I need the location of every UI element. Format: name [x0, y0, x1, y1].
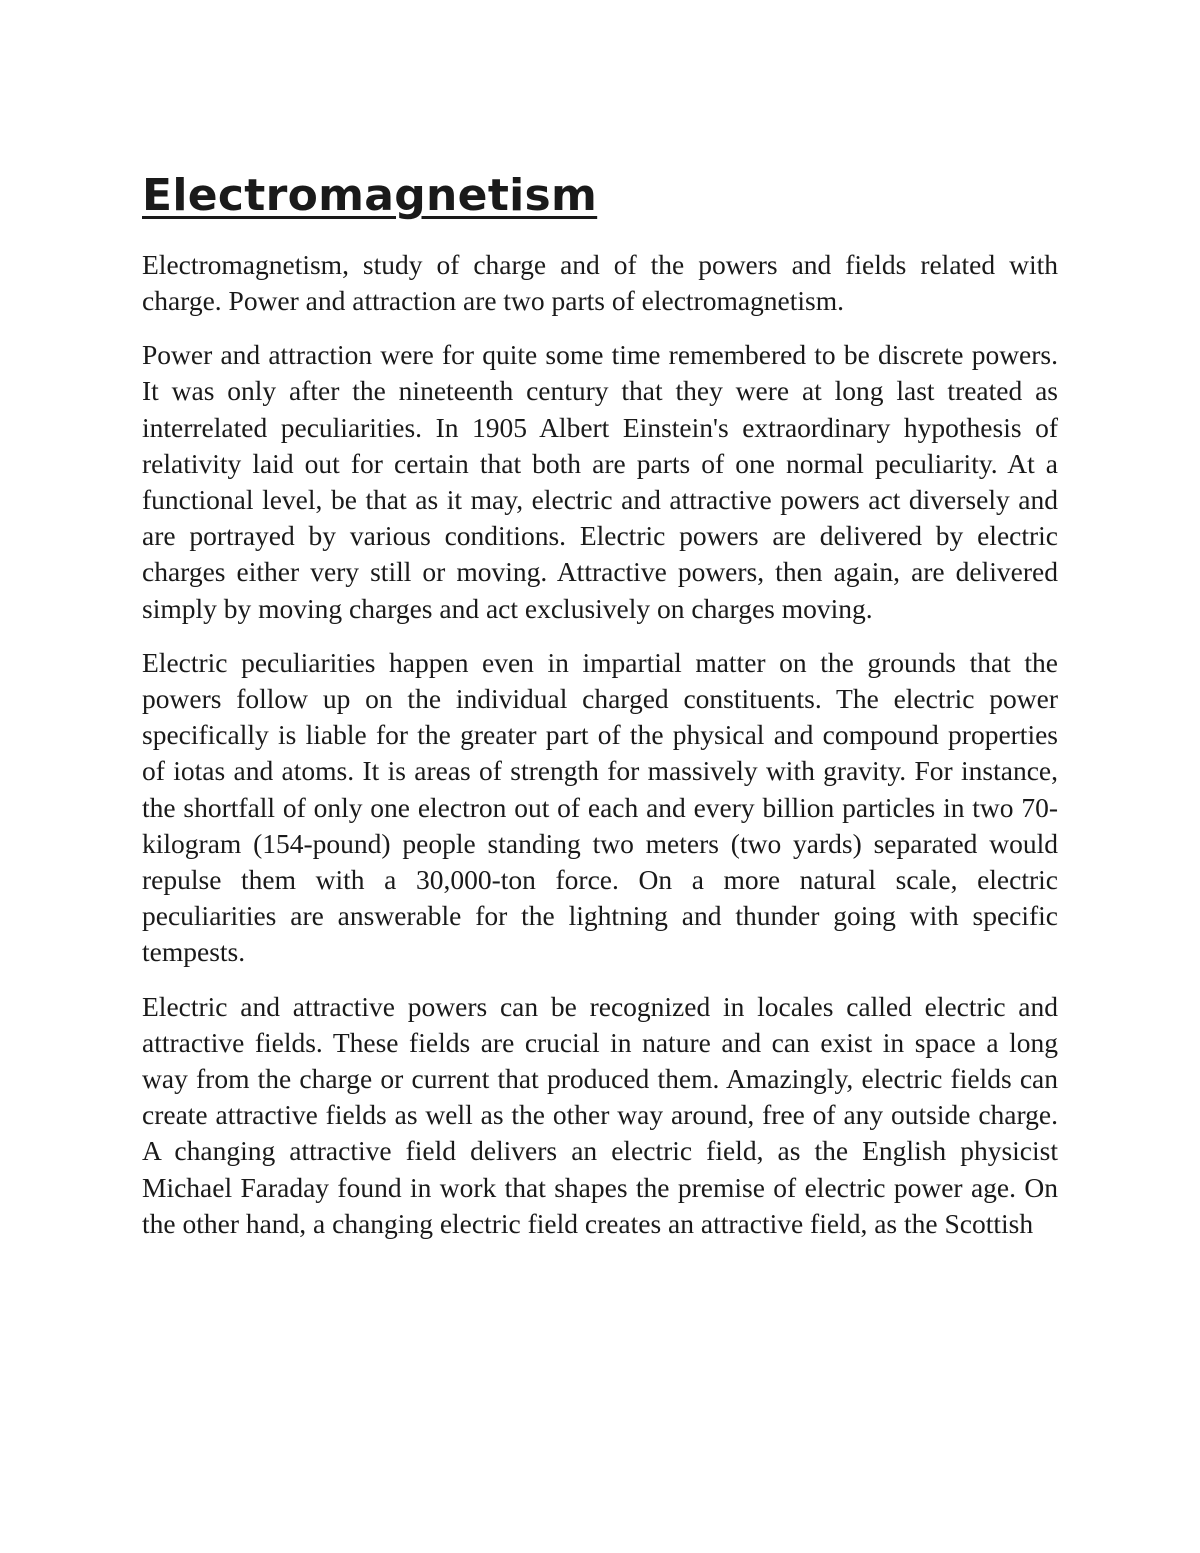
paragraph-electric-phenomena: Electric peculiarities happen even in impartial matter on the grounds that the powers follow up on the individual charged constituents. The electric power specifically is liable for the greater part of the physical and compound properties of iotas and atoms. It is areas of strength for massively with gravity. For instance, the shortfall of only one electron out of each and every billion particles in two 70-kilogram (154-pound) people standing two meters (two yards) separated would repulse them with a 30,000-ton force. On a more natural scale, electric peculiarities are answerable for the lightning and thunder going with specific tempests.: [142, 646, 1058, 968]
paragraph-fields: Electric and attractive powers can be recognized in locales called electric and attractive fields. These fields are crucial in nature and can exist in space a long way from the charge or current that produced them. Amazingly, electric fields can create attractive fields as well as the other way around, free of any outside charge. A changing attractive field delivers an electric field, as the English physicist Michael Faraday found in work that shapes the premise of electric power age. On the other hand, a changing electric field creates an attractive field, as the Scottish: [142, 990, 1058, 1239]
paragraph-intro: Electromagnetism, study of charge and of the powers and fields related with charge. Power and attraction are two parts of electromagnetism.: [142, 248, 1058, 316]
paragraph-history: Power and attraction were for quite some time remembered to be discrete powers. It was only after the nineteenth century that they were at long last treated as interrelated peculiarities. In 1905 Albert Einstein's extraordinary hypothesis of relativity laid out for certain that both are parts of one normal peculiarity. At a functional level, be that as it may, electric and attractive powers act diversely and are portrayed by various conditions. Electric powers are delivered by electric charges either very still or moving. Attractive powers, then again, are delivered simply by moving charges and act exclusively on charges moving.: [142, 339, 1058, 624]
document-page: [142, 170, 1058, 1260]
document-title: Electromagnetism: [142, 170, 598, 221]
